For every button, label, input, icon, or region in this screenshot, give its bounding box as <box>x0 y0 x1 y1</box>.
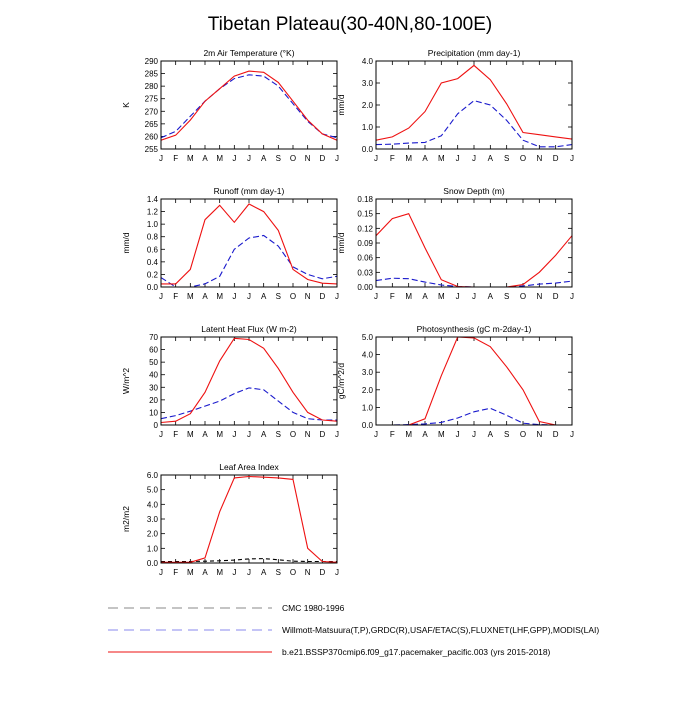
y-tick-label: 280 <box>144 82 158 92</box>
x-tick-label: J <box>247 568 251 577</box>
x-tick-label: J <box>247 430 251 439</box>
x-tick-label: A <box>422 154 428 163</box>
y-tick-label: 1.0 <box>146 544 158 554</box>
x-tick-label: F <box>389 430 395 439</box>
x-tick-label: M <box>186 430 194 439</box>
x-tick-label: D <box>552 292 559 301</box>
panel-title: 2m Air Temperature (°K) <box>203 48 295 58</box>
x-tick-label: A <box>260 154 267 163</box>
x-tick-label: J <box>335 292 339 301</box>
x-tick-label: J <box>374 430 378 439</box>
x-tick-label: S <box>275 568 282 577</box>
x-tick-label: J <box>159 154 163 163</box>
x-tick-label: A <box>260 292 267 301</box>
x-tick-label: A <box>202 568 208 577</box>
x-tick-label: J <box>335 568 339 577</box>
y-axis-label: K <box>121 102 131 108</box>
x-tick-label: S <box>503 292 510 301</box>
x-tick-label: J <box>159 430 163 439</box>
x-tick-label: O <box>519 292 527 301</box>
y-tick-label: 2.0 <box>146 529 158 539</box>
x-tick-label: M <box>216 292 224 301</box>
y-tick-label: 270 <box>144 107 158 117</box>
x-tick-label: A <box>487 154 494 163</box>
x-tick-label: O <box>519 154 527 163</box>
x-tick-label: N <box>304 154 311 163</box>
y-tick-label: 1.4 <box>146 195 158 204</box>
x-tick-label: O <box>289 154 297 163</box>
y-tick-label: 0.8 <box>146 232 158 242</box>
panel-title: Snow Depth (m) <box>443 186 505 196</box>
x-tick-label: D <box>552 430 559 439</box>
y-tick-label: 0.18 <box>357 195 373 204</box>
x-tick-label: M <box>405 154 413 163</box>
y-tick-label: 290 <box>144 57 158 66</box>
x-tick-label: M <box>437 292 445 301</box>
x-tick-label: J <box>455 292 460 301</box>
x-tick-label: M <box>437 430 445 439</box>
y-tick-label: 0.2 <box>146 270 158 280</box>
x-tick-label: D <box>552 154 559 163</box>
y-tick-label: 1.0 <box>361 123 373 132</box>
x-tick-label: J <box>455 154 460 163</box>
x-tick-label: F <box>389 154 395 163</box>
x-tick-label: J <box>335 154 339 163</box>
x-tick-label: D <box>319 568 326 577</box>
x-tick-label: N <box>304 292 311 301</box>
x-tick-label: O <box>289 292 297 301</box>
x-tick-label: J <box>472 430 476 439</box>
x-tick-label: A <box>202 292 208 301</box>
x-tick-label: N <box>304 568 311 577</box>
y-axis-label: mm/d <box>121 232 131 254</box>
x-tick-label: J <box>159 292 163 301</box>
y-axis-label: gC/m^2/d <box>336 362 346 400</box>
x-tick-label: S <box>503 430 510 439</box>
y-axis-label: W/m^2 <box>121 367 131 395</box>
x-tick-label: F <box>389 292 395 301</box>
x-tick-label: A <box>202 430 208 439</box>
x-tick-label: M <box>216 568 224 577</box>
figure-title: Tibetan Plateau(30-40N,80-100E) <box>207 14 493 35</box>
x-tick-label: J <box>232 292 237 301</box>
x-tick-label: A <box>260 430 267 439</box>
y-tick-label: 5.0 <box>361 333 373 342</box>
y-tick-label: 4.0 <box>361 57 373 66</box>
y-tick-label: 2.0 <box>361 385 373 395</box>
x-tick-label: M <box>186 292 194 301</box>
x-tick-label: M <box>186 568 194 577</box>
y-axis-label: mm/d <box>336 94 346 116</box>
x-tick-label: J <box>374 154 378 163</box>
y-tick-label: 0.03 <box>357 268 373 278</box>
x-tick-label: N <box>304 430 311 439</box>
y-tick-label: 1.2 <box>146 207 158 217</box>
x-tick-label: J <box>159 568 163 577</box>
x-tick-label: A <box>202 154 208 163</box>
x-tick-label: J <box>472 292 476 301</box>
x-tick-label: D <box>319 154 326 163</box>
x-tick-label: J <box>232 154 237 163</box>
y-tick-label: 0.6 <box>146 245 158 255</box>
y-tick-label: 0.12 <box>357 224 373 234</box>
y-tick-label: 40 <box>149 370 158 380</box>
x-tick-label: M <box>216 430 224 439</box>
y-tick-label: 4.0 <box>146 500 158 510</box>
x-tick-label: S <box>275 292 282 301</box>
y-tick-label: 1.0 <box>146 220 158 230</box>
x-tick-label: A <box>260 568 267 577</box>
legend-label: b.e21.BSSP370cmip6.f09_g17.pacemaker_pacific.003 (yrs 2015-2018) <box>282 647 551 657</box>
y-tick-label: 30 <box>149 383 158 393</box>
x-tick-label: S <box>503 154 510 163</box>
x-tick-label: O <box>289 568 297 577</box>
x-tick-label: S <box>275 154 282 163</box>
y-tick-label: 6.0 <box>146 471 158 480</box>
y-tick-label: 1.0 <box>361 403 373 413</box>
y-tick-label: 0 <box>153 421 158 430</box>
y-tick-label: 10 <box>149 408 158 418</box>
y-tick-label: 0.00 <box>357 283 373 292</box>
x-tick-label: N <box>536 430 543 439</box>
x-tick-label: O <box>519 430 527 439</box>
y-tick-label: 265 <box>144 119 158 129</box>
y-tick-label: 0.15 <box>357 209 373 219</box>
y-tick-label: 3.0 <box>361 79 373 88</box>
y-tick-label: 2.0 <box>361 101 373 110</box>
y-tick-label: 0.06 <box>357 253 373 263</box>
y-tick-label: 260 <box>144 132 158 142</box>
panel-title: Leaf Area Index <box>219 462 279 472</box>
y-tick-label: 0.4 <box>146 257 158 267</box>
y-tick-label: 3.0 <box>361 368 373 378</box>
x-tick-label: A <box>422 430 428 439</box>
y-tick-label: 0.0 <box>146 283 158 292</box>
x-tick-label: F <box>173 154 179 163</box>
x-tick-label: M <box>405 292 413 301</box>
x-tick-label: F <box>173 292 179 301</box>
y-tick-label: 275 <box>144 94 158 104</box>
x-tick-label: A <box>422 292 428 301</box>
y-tick-label: 5.0 <box>146 485 158 495</box>
x-tick-label: D <box>319 292 326 301</box>
y-tick-label: 20 <box>149 395 158 405</box>
y-tick-label: 50 <box>149 358 158 368</box>
x-tick-label: O <box>289 430 297 439</box>
x-tick-label: J <box>472 154 476 163</box>
x-tick-label: M <box>405 430 413 439</box>
x-tick-label: J <box>335 430 339 439</box>
x-tick-label: F <box>173 568 179 577</box>
y-tick-label: 0.0 <box>361 145 373 154</box>
legend-label: CMC 1980-1996 <box>282 603 345 613</box>
y-tick-label: 0.09 <box>357 239 373 248</box>
y-tick-label: 0.0 <box>146 559 158 568</box>
x-tick-label: N <box>536 292 543 301</box>
x-tick-label: J <box>374 292 378 301</box>
x-tick-label: J <box>232 568 237 577</box>
x-tick-label: F <box>173 430 179 439</box>
x-tick-label: M <box>216 154 224 163</box>
y-axis-label: mm/d <box>336 232 346 254</box>
y-tick-label: 0.0 <box>361 421 373 430</box>
y-tick-label: 4.0 <box>361 350 373 360</box>
y-axis-label: m2/m2 <box>121 506 131 532</box>
panel-title: Photosynthesis (gC m-2day-1) <box>416 324 532 334</box>
x-tick-label: J <box>247 154 251 163</box>
x-tick-label: J <box>455 430 460 439</box>
y-tick-label: 285 <box>144 69 158 79</box>
panel-title: Runoff (mm day-1) <box>213 186 285 196</box>
x-tick-label: J <box>232 430 237 439</box>
y-tick-label: 3.0 <box>146 515 158 524</box>
x-tick-label: J <box>570 430 574 439</box>
x-tick-label: J <box>570 154 574 163</box>
x-tick-label: D <box>319 430 326 439</box>
y-tick-label: 60 <box>149 345 158 355</box>
x-tick-label: J <box>570 292 574 301</box>
legend-label: Willmott-Matsuura(T,P),GRDC(R),USAF/ETAC(S),FLUXNET(LHF,GPP),MODIS(LAI) <box>282 625 600 635</box>
x-tick-label: N <box>536 154 543 163</box>
panel-title: Latent Heat Flux (W m-2) <box>201 324 297 334</box>
y-tick-label: 70 <box>149 333 158 342</box>
y-tick-label: 255 <box>144 145 158 154</box>
x-tick-label: S <box>275 430 282 439</box>
x-tick-label: J <box>247 292 251 301</box>
x-tick-label: A <box>487 292 494 301</box>
x-tick-label: M <box>186 154 194 163</box>
x-tick-label: M <box>437 154 445 163</box>
x-tick-label: A <box>487 430 494 439</box>
panel-title: Precipitation (mm day-1) <box>427 48 521 58</box>
